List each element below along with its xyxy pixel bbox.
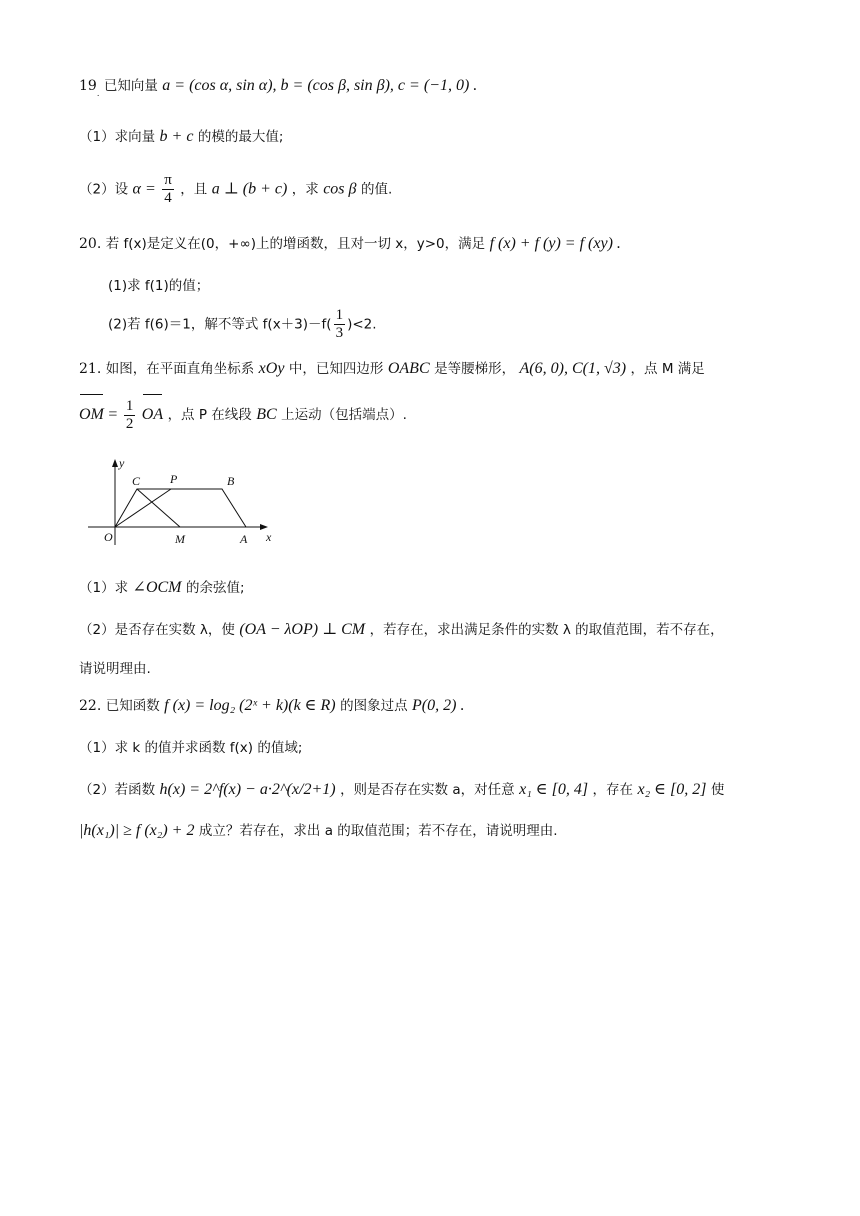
svg-text:A: A: [240, 532, 248, 546]
question-number: 19: [79, 78, 97, 94]
vector-sum: b + c: [159, 128, 194, 145]
question-number: 20.: [79, 236, 102, 252]
q19-part1: （1）求向量 b + c 的模的最大值;: [79, 128, 284, 145]
q19-formula: a = (cos α, sin α), b = (cos β, sin β), c = (−1, 0) .: [162, 77, 478, 94]
q21-stem-line1: 21. 如图，在平面直角坐标系 xOy 中，已知四边形 OABC 是等腰梯形， A(6, 0), C(1, √3) ，点 M 满足: [79, 360, 705, 377]
inequality: |h(x₁)| ≥ f (x₂) + 2: [79, 822, 195, 839]
q19-stem: $19_.$ 已知向量 a = (cos α, sin α), b = (cos β, sin β), c = (−1, 0) .: [79, 77, 478, 98]
log-function: f (x) = log₂ (2ˣ + k)(k ∈ R): [164, 697, 336, 714]
perpendicular-condition: a ⊥ (b + c): [211, 180, 288, 198]
point-coordinates: A(6, 0), C(1, √3): [519, 360, 627, 377]
question-number: 21.: [79, 361, 102, 377]
svg-text:x: x: [266, 530, 272, 544]
q21-part2-line2: 请说明理由.: [79, 661, 151, 677]
trapezoid-figure: [84, 455, 280, 547]
q21-stem-line2: OM = $\frac{1}{2}$ OA ，点 P 在线段 BC 上运动（包括端点）.: [79, 397, 407, 432]
q22-part1: （1）求 k 的值并求函数 f(x) 的值域;: [79, 740, 303, 756]
functional-equation: f (x) + f (y) = f (xy) .: [489, 235, 621, 252]
svg-text:B: B: [227, 474, 235, 488]
q21-part2: （2）是否存在实数 λ，使 (OA − λOP) ⊥ CM ，若存在，求出满足条件的实数 λ 的取值范围，若不存在，: [79, 621, 724, 638]
q20-stem: 20. 若 f(x)是定义在(0，+∞)上的增函数，且对一切 x，y>0，满足 f (x) + f (y) = f (xy) .: [79, 235, 621, 252]
fraction-pi-over-4: $\frac{\pi}{4}$: [164, 172, 172, 206]
svg-text:O: O: [104, 530, 113, 544]
q21-part1: （1）求 ∠OCM 的余弦值;: [79, 579, 245, 596]
q20-part2: (2)若 f(6)＝1，解不等式 f(x＋3)－f( $\frac{1}{3}$ )<2.: [108, 307, 377, 341]
vector-expression: (OA − λOP) ⊥ CM: [239, 621, 366, 638]
svg-text:P: P: [170, 472, 178, 486]
q22-part2: （2）若函数 h(x) = 2^f(x) − a·2^(x/2+1) ，则是否存在实数 a，对任意 x₁ ∈ [0, 4] ，存在 x₂ ∈ [0, 2] 使: [79, 781, 725, 798]
h-function: h(x) = 2^f(x) − a·2^(x/2+1): [159, 781, 336, 798]
question-number: 22.: [79, 698, 102, 714]
q22-part2-line2: |h(x₁)| ≥ f (x₂) + 2 成立？若存在，求出 a 的取值范围；若不存在，请说明理由.: [79, 822, 558, 839]
q22-stem: 22. 已知函数 f (x) = log₂ (2ˣ + k)(k ∈ R) 的图象过点 P(0, 2) .: [79, 697, 465, 714]
q19-intro: 已知向量: [103, 78, 158, 94]
trapezoid-oabc: [115, 489, 246, 527]
fraction-half: $\frac{1}{2}$: [125, 397, 134, 432]
vector-oa: OA: [142, 397, 163, 433]
y-axis-arrow-icon: [112, 459, 118, 467]
svg-text:M: M: [175, 532, 185, 546]
vector-om: OM: [79, 397, 104, 433]
svg-text:y: y: [119, 456, 125, 470]
fraction-one-third: $\frac{1}{3}$: [335, 307, 344, 341]
q20-part1: (1)求 f(1)的值；: [108, 278, 210, 294]
q19-part2: （2）设 α = $\frac{\pi}{4}$ ，且 a ⊥ (b + c) ，求 cos β 的值.: [79, 172, 393, 206]
svg-text:C: C: [132, 474, 141, 488]
